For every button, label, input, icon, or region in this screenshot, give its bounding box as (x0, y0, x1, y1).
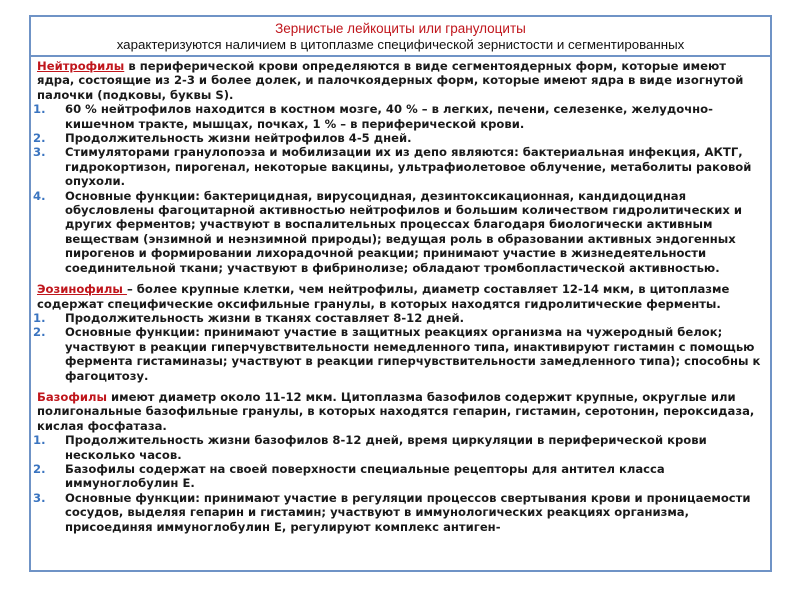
list-text: Основные функции: бактерицидная, вирусоцидная, дезинтоксикационная, кандидоцидная обусловлены фагоцитарной активностью нейтрофилов и большим количеством гидролитических и других ферментов; участвуют в воспалительных процессах благодаря биологически активным веществам (энзимной и неэнзимной природы); ведущая роль в образовании активных эндогенных пирогенов и формировании лихорадочной реакции; принимают участие в жизнедеятельности соединительной ткани; участвуют в фибринолизе; обладают тромбопластической активностью. (65, 188, 742, 275)
list-number: 1. (33, 433, 46, 448)
list-item (33, 461, 767, 491)
basophils-lead (37, 390, 767, 433)
list-item (33, 188, 767, 275)
list-text: 60 % нейтрофилов находится в костном мозге, 40 % – в легких, печени, селезенке, желудочно-кишечном тракте, мышцах, почках, 1 % – в периферической крови. (65, 102, 713, 131)
list-text: Стимуляторами гранулопоэза и мобилизации их из депо являются: бактериальная инфекция, АКТГ, гидрокортизон, пирогенал, некоторые вакцины, ультрафиолетовое облучение, метаболиты раковой опухоли. (65, 145, 752, 189)
neutrophils-lead (37, 59, 767, 102)
list-item (33, 102, 767, 131)
list-item (33, 131, 767, 146)
list-text: Основные функции: принимают участие в защитных реакциях организма на чужеродный белок; участвуют в реакции гиперчувствительности немедленного типа, инактивируют гистамин с помощью фермента гистаминазы; участвуют в реакции гиперчувствительности замедленного типа); способны к фагоцитозу. (65, 325, 761, 383)
list-number: 2. (33, 325, 46, 340)
list-number: 2. (33, 131, 46, 146)
slide-subtitle: характеризуются наличием в цитоплазме специфической зернистости и сегментированных (116, 37, 685, 52)
neutrophils-list (33, 102, 767, 275)
list-text: Основные функции: принимают участие в регуляции процессов свертывания крови и проницаемости сосудов, выделяя гепарин и гистамин; участвуют в иммунологических реакциях организма, присоединяя иммуноглобулин E, регулируют комплекс антиген- (65, 490, 751, 534)
list-item (33, 490, 767, 534)
list-item (33, 310, 767, 325)
list-number: 1. (33, 102, 46, 117)
list-number: 3. (33, 145, 46, 160)
list-item (33, 145, 767, 189)
list-item (33, 325, 767, 383)
list-number: 4. (33, 188, 46, 203)
list-text: Продолжительность жизни нейтрофилов 4-5 дней. (65, 131, 412, 146)
eosinophils-list (33, 310, 767, 383)
title-band (29, 15, 772, 57)
list-number: 2. (33, 461, 46, 476)
basophils-lead-text: имеют диаметр около 11-12 мкм. Цитоплазма базофилов содержит крупные, округлые или полигональные базофильные гранулы, в которых находятся гепарин, гистамин, серотонин, пероксидаза, кислая фосфатаза. (37, 389, 755, 433)
list-text: Продолжительность жизни базофилов 8-12 дней, время циркуляции в периферической крови несколько часов. (65, 433, 707, 462)
basophils-list (33, 433, 767, 534)
list-item (33, 433, 767, 462)
list-number: 1. (33, 310, 46, 325)
eosinophils-lead-text: – более крупные клетки, чем нейтрофилы, диаметр составляет 12-14 мкм, в цитоплазме содержат специфические оксифильные гранулы, в которых находятся гидролитические ферменты. (37, 282, 730, 311)
neutrophils-lead-text: в периферической крови определяются в виде сегментоядерных форм, которые имеют ядра, состоящие из 2-3 и более долек, и палочкоядерных форм, которые имеют ядра в виде изогнутой палочки (подковы, буквы S). (37, 59, 744, 102)
list-text: Базофилы содержат на своей поверхности специальные рецепторы для антител класса иммуноглобулин E. (65, 461, 665, 491)
slide-title: Зернистые лейкоциты или гранулоциты (275, 21, 526, 36)
slide-content (33, 57, 767, 534)
neutrophils-term: Нейтрофилы (37, 59, 125, 73)
basophils-term: Базофилы (37, 389, 107, 404)
list-number: 3. (33, 490, 46, 505)
eosinophils-lead (37, 282, 767, 311)
eosinophils-term: Эозинофилы (37, 282, 127, 297)
list-text: Продолжительность жизни в тканях составляет 8-12 дней. (65, 310, 465, 325)
